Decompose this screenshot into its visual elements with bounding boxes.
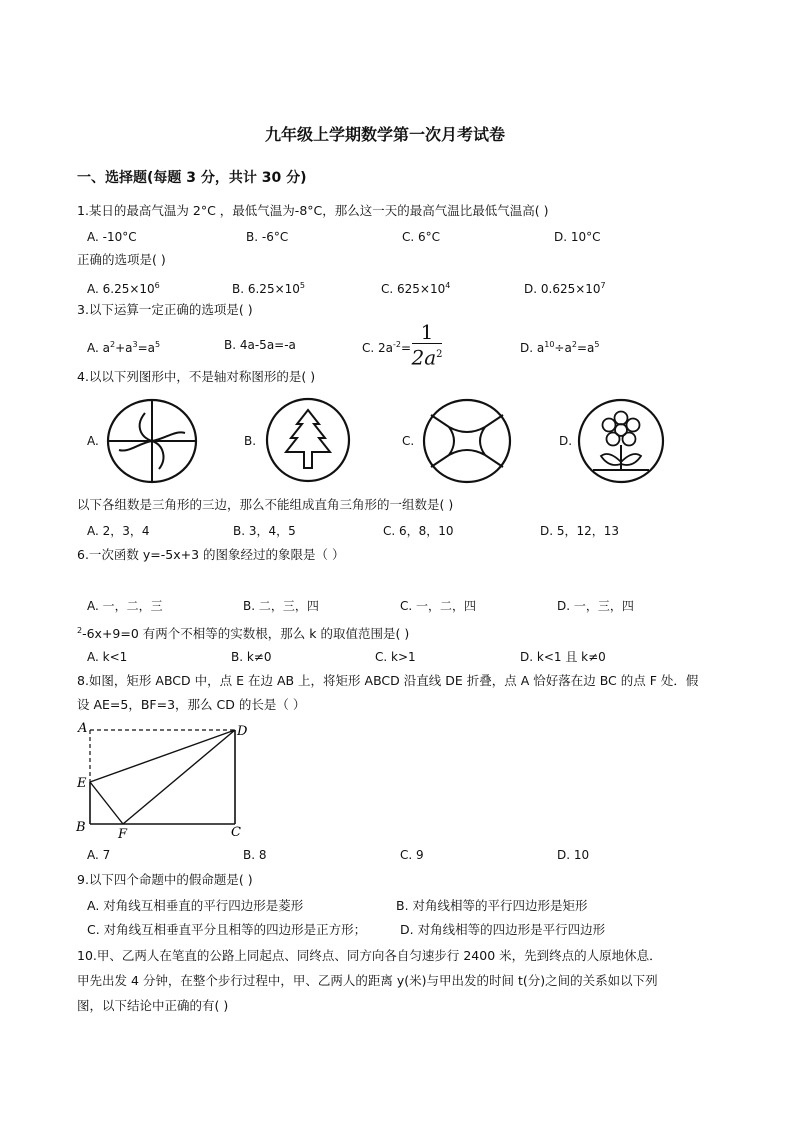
question-5-option-d: D. 5，12，13 [540,524,620,538]
question-6-option-a: A. 一，二，三 [87,599,163,613]
question-8-option-a: A. 7 [87,848,111,862]
expr-part: A. a [87,341,110,355]
section-heading: 一、选择题(每题 3 分，共计 30 分) [77,170,307,186]
exponent: 10 [544,340,555,349]
question-3-stem: 3.以下运算一定正确的选项是( ) [77,302,253,317]
question-9-stem: 9.以下四个命题中的假命题是( ) [77,872,253,887]
figure-d-flower-icon [577,398,665,484]
figure-label-d: D. [559,434,573,448]
question-5-stem: 以下各组数是三角形的三边，那么不能组成直角三角形的一组数是( ) [77,497,454,512]
question-2-option-c [381,278,450,297]
question-2-option-b [232,278,305,297]
expr-part: =a [137,341,156,355]
question-3-option-d [520,337,599,356]
fraction-denominator [410,345,444,368]
page-title: 九年级上学期数学第一次月考试卷 [265,125,506,144]
exponent: 4 [445,281,451,290]
question-7-option-b: B. k≠0 [231,650,272,664]
figure-label-c: C. [402,434,415,448]
exponent: 2 [77,626,83,635]
exponent: 3 [132,340,138,349]
question-7-option-d: D. k<1 且 k≠0 [520,650,606,664]
exponent: 2 [436,349,443,360]
question-9-option-d: D. 对角线相等的四边形是平行四边形 [400,922,606,937]
expr-part: = [400,341,412,355]
option-text: D. 0.625×10 [524,282,601,296]
denominator-base: 2a [411,345,437,370]
question-2-option-a [87,278,160,297]
option-text: C. 625×10 [381,282,446,296]
question-3-option-c [362,337,411,356]
question-9-option-b: B. 对角线相等的平行四边形是矩形 [396,898,588,913]
question-6-option-b: B. 二，三，四 [243,599,319,613]
figure-label-b: B. [244,434,257,448]
exponent: 5 [594,340,600,349]
figure-a-pinwheel-icon [105,397,199,485]
fraction-numerator: 1 [420,320,434,344]
question-9-option-a: A. 对角线互相垂直的平行四边形是菱形 [87,898,304,913]
point-label-a: A [78,721,88,736]
expr-part: =a [576,341,595,355]
exponent: 7 [600,281,606,290]
figure-b-tree-icon [264,396,352,484]
question-5-option-b: B. 3，4，5 [233,524,296,538]
stem-text: -6x+9=0 有两个不相等的实数根，那么 k 的取值范围是( ) [82,626,410,642]
expr-part: ÷a [554,341,572,355]
question-4-stem: 4.以以下列图形中，不是轴对称图形的是( ) [77,369,316,384]
question-10-line-2: 甲先出发 4 分钟，在整个步行过程中，甲、乙两人的距离 y(米)与甲出发的时间 t(分)之间的关系如以下列 [77,973,658,988]
question-10-line-3: 图，以下结论中正确的有( ) [77,998,229,1013]
expr-part: C. 2a [362,341,393,355]
figure-c-coin-icon [421,397,513,485]
question-3-option-a [87,337,160,356]
exponent: -2 [393,340,401,349]
point-label-c: C [231,825,241,840]
point-label-e: E [77,776,87,791]
question-6-stem: 6.一次函数 y=-5x+3 的图象经过的象限是（ ） [77,547,345,562]
point-label-d: D [237,724,248,739]
question-8-line-1: 8.如图，矩形 ABCD 中，点 E 在边 AB 上，将矩形 ABCD 沿直线 DE 折叠，点 A 恰好落在边 BC 的点 F 处．假 [77,673,699,688]
expr-part: D. a [520,341,545,355]
question-8-line-2: 设 AE=5，BF=3，那么 CD 的长是（ ） [77,697,306,712]
question-2-stem: 正确的选项是( ) [77,252,166,267]
question-8-option-b: B. 8 [243,848,267,862]
question-7-stem [77,623,409,642]
exponent: 5 [299,281,305,290]
question-5-option-a: A. 2，3，4 [87,524,150,538]
question-10-line-1: 10.甲、乙两人在笔直的公路上同起点、同终点、同方向各自匀速步行 2400 米，先到终点的人原地休息． [77,948,662,963]
question-1-stem: 1.某日的最高气温为 2°C ，最低气温为-8°C，那么这一天的最高气温比最低气温高( ) [77,203,549,218]
expr-part: +a [115,341,133,355]
question-1-option-d: D. 10°C [554,230,601,244]
figure-label-a: A. [87,434,99,448]
option-text: B. 6.25×10 [232,282,300,296]
question-1-option-b: B. -6°C [246,230,289,244]
question-7-option-c: C. k>1 [375,650,416,664]
point-label-b: B [76,820,86,835]
exponent: 2 [109,340,116,349]
exponent: 6 [154,281,160,290]
question-1-option-a: A. -10°C [87,230,137,244]
point-label-f: F [118,827,128,842]
question-7-option-a: A. k<1 [87,650,128,664]
question-6-option-d: D. 一，三，四 [557,599,634,613]
question-1-option-c: C. 6°C [402,230,441,244]
question-8-option-d: D. 10 [557,848,590,862]
question-2-option-d [524,278,606,297]
question-8-rectangle-diagram [75,718,265,840]
question-3-option-b: B. 4a-5a=-a [224,338,296,352]
option-text: A. 6.25×10 [87,282,155,296]
question-9-option-c: C. 对角线互相垂直平分且相等的四边形是正方形； [87,922,367,937]
exponent: 5 [155,340,161,349]
question-5-option-c: C. 6，8，10 [383,524,454,538]
question-8-option-c: C. 9 [400,848,424,862]
exponent: 2 [571,340,577,349]
question-3-fraction [410,322,444,368]
question-6-option-c: C. 一，二，四 [400,599,477,613]
